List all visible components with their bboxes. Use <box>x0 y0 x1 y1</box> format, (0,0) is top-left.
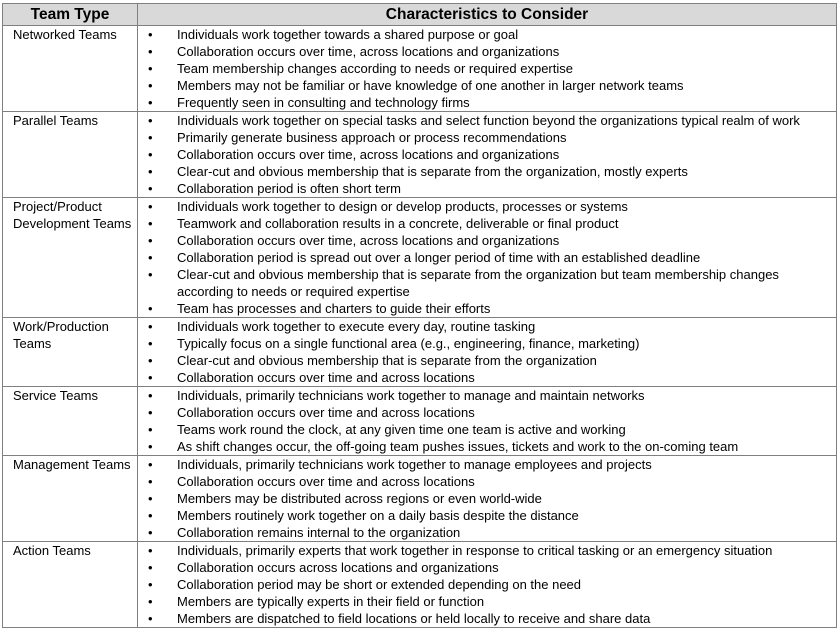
list-item-text: Teams work round the clock, at any given time one team is active and working <box>177 422 626 437</box>
list-item <box>138 352 836 369</box>
table-row <box>3 456 837 542</box>
list-item <box>138 490 836 507</box>
list-item-text: Members may not be familiar or have knowledge of one another in larger network teams <box>177 78 684 93</box>
list-item-text: Collaboration occurs across locations and organizations <box>177 560 499 575</box>
list-item-text: Collaboration period may be short or extended depending on the need <box>177 577 582 592</box>
characteristics-cell <box>138 26 837 112</box>
bullet-icon: • <box>148 27 153 42</box>
table-row <box>3 542 837 628</box>
list-item <box>138 146 836 163</box>
list-item <box>138 456 836 473</box>
list-item <box>138 387 836 404</box>
bullet-icon: • <box>148 267 153 282</box>
header-row <box>3 4 837 26</box>
characteristics-cell <box>138 456 837 542</box>
bullet-icon: • <box>148 594 153 609</box>
bullet-icon: • <box>148 164 153 179</box>
list-item <box>138 473 836 490</box>
list-item-text: Team membership changes according to needs or required expertise <box>177 61 573 76</box>
team-type-cell: Parallel Teams <box>3 112 138 198</box>
list-item-text: Collaboration occurs over time, across locations and organizations <box>177 44 560 59</box>
list-item-text: Members may be distributed across regions or even world-wide <box>177 491 542 506</box>
bullet-icon: • <box>148 611 153 626</box>
list-item-text: As shift changes occur, the off-going team pushes issues, tickets and work to the on-coming team <box>177 439 739 454</box>
bullet-icon: • <box>148 147 153 162</box>
bullet-icon: • <box>148 336 153 351</box>
characteristics-list <box>138 456 836 541</box>
list-item-text: Members are dispatched to field locations or held locally to receive and share data <box>177 611 651 626</box>
list-item-text: Collaboration remains internal to the organization <box>177 525 461 540</box>
bullet-icon: • <box>148 216 153 231</box>
bullet-icon: • <box>148 560 153 575</box>
list-item <box>138 300 836 317</box>
bullet-icon: • <box>148 319 153 334</box>
bullet-icon: • <box>148 181 153 196</box>
bullet-icon: • <box>148 422 153 437</box>
characteristics-list <box>138 26 836 111</box>
list-item-text: Individuals, primarily technicians work together to manage employees and projects <box>177 457 652 472</box>
bullet-icon: • <box>148 353 153 368</box>
bullet-icon: • <box>148 474 153 489</box>
characteristics-list <box>138 542 836 627</box>
list-item-text: Team has processes and charters to guide their efforts <box>177 301 491 316</box>
bullet-icon: • <box>148 388 153 403</box>
list-item <box>138 43 836 60</box>
bullet-icon: • <box>148 233 153 248</box>
table-row <box>3 387 837 456</box>
table-body <box>3 26 837 628</box>
list-item <box>138 507 836 524</box>
team-type-cell: Management Teams <box>3 456 138 542</box>
table-row <box>3 318 837 387</box>
list-item <box>138 576 836 593</box>
bullet-icon: • <box>148 491 153 506</box>
bullet-icon: • <box>148 457 153 472</box>
list-item <box>138 249 836 266</box>
list-item-text: Individuals, primarily experts that work together in response to critical tasking or an emergency situation <box>177 543 773 558</box>
table-row <box>3 198 837 318</box>
bullet-icon: • <box>148 113 153 128</box>
list-item-text: Collaboration period is spread out over a longer period of time with an established deadline <box>177 250 701 265</box>
team-types-table <box>2 3 837 628</box>
list-item <box>138 60 836 77</box>
list-item <box>138 593 836 610</box>
bullet-icon: • <box>148 78 153 93</box>
list-item-text: Primarily generate business approach or process recommendations <box>177 130 567 145</box>
list-item <box>138 112 836 129</box>
characteristics-list <box>138 387 836 455</box>
list-item <box>138 559 836 576</box>
list-item <box>138 163 836 180</box>
list-item <box>138 542 836 559</box>
list-item <box>138 94 836 111</box>
table-row <box>3 26 837 112</box>
bullet-icon: • <box>148 199 153 214</box>
list-item <box>138 77 836 94</box>
list-item-text: Clear-cut and obvious membership that is separate from the organization <box>177 353 597 368</box>
list-item-text: Collaboration occurs over time and across locations <box>177 370 475 385</box>
list-item <box>138 198 836 215</box>
list-item <box>138 335 836 352</box>
list-item-text: Collaboration occurs over time, across locations and organizations <box>177 147 560 162</box>
bullet-icon: • <box>148 250 153 265</box>
bullet-icon: • <box>148 405 153 420</box>
list-item <box>138 438 836 455</box>
list-item-text: Clear-cut and obvious membership that is separate from the organization but team membership changes according to needs or required expertise <box>177 267 779 299</box>
team-type-cell: Service Teams <box>3 387 138 456</box>
bullet-icon: • <box>148 508 153 523</box>
list-item-text: Individuals work together on special tasks and select function beyond the organizations typical realm of work <box>177 113 800 128</box>
bullet-icon: • <box>148 130 153 145</box>
list-item <box>138 232 836 249</box>
list-item-text: Collaboration occurs over time and across locations <box>177 405 475 420</box>
characteristics-list <box>138 318 836 386</box>
bullet-icon: • <box>148 95 153 110</box>
characteristics-cell <box>138 198 837 318</box>
list-item-text: Individuals, primarily technicians work together to manage and maintain networks <box>177 388 645 403</box>
characteristics-cell <box>138 387 837 456</box>
list-item-text: Collaboration period is often short term <box>177 181 402 196</box>
team-type-cell: Networked Teams <box>3 26 138 112</box>
bullet-icon: • <box>148 370 153 385</box>
header-team-type: Team Type <box>3 4 138 26</box>
bullet-icon: • <box>148 44 153 59</box>
list-item-text: Individuals work together to design or develop products, processes or systems <box>177 199 628 214</box>
bullet-icon: • <box>148 439 153 454</box>
characteristics-cell <box>138 542 837 628</box>
table-row <box>3 112 837 198</box>
list-item-text: Collaboration occurs over time and across locations <box>177 474 475 489</box>
list-item-text: Members are typically experts in their field or function <box>177 594 485 609</box>
list-item <box>138 524 836 541</box>
list-item-text: Individuals work together towards a shared purpose or goal <box>177 27 519 42</box>
list-item <box>138 180 836 197</box>
list-item-text: Clear-cut and obvious membership that is separate from the organization, mostly experts <box>177 164 688 179</box>
list-item <box>138 215 836 232</box>
bullet-icon: • <box>148 525 153 540</box>
characteristics-cell <box>138 318 837 387</box>
list-item <box>138 610 836 627</box>
list-item <box>138 404 836 421</box>
list-item-text: Members routinely work together on a daily basis despite the distance <box>177 508 579 523</box>
characteristics-list <box>138 112 836 197</box>
bullet-icon: • <box>148 577 153 592</box>
list-item <box>138 266 836 300</box>
team-type-cell: Action Teams <box>3 542 138 628</box>
bullet-icon: • <box>148 543 153 558</box>
list-item-text: Teamwork and collaboration results in a concrete, deliverable or final product <box>177 216 619 231</box>
list-item-text: Collaboration occurs over time, across locations and organizations <box>177 233 560 248</box>
header-characteristics: Characteristics to Consider <box>138 4 837 26</box>
list-item <box>138 26 836 43</box>
list-item <box>138 421 836 438</box>
list-item-text: Frequently seen in consulting and technology firms <box>177 95 470 110</box>
characteristics-cell <box>138 112 837 198</box>
characteristics-list <box>138 198 836 317</box>
list-item-text: Typically focus on a single functional area (e.g., engineering, finance, marketing) <box>177 336 640 351</box>
list-item <box>138 318 836 335</box>
bullet-icon: • <box>148 301 153 316</box>
list-item <box>138 369 836 386</box>
list-item-text: Individuals work together to execute every day, routine tasking <box>177 319 536 334</box>
list-item <box>138 129 836 146</box>
team-type-cell: Project/Product Development Teams <box>3 198 138 318</box>
bullet-icon: • <box>148 61 153 76</box>
team-type-cell: Work/Production Teams <box>3 318 138 387</box>
